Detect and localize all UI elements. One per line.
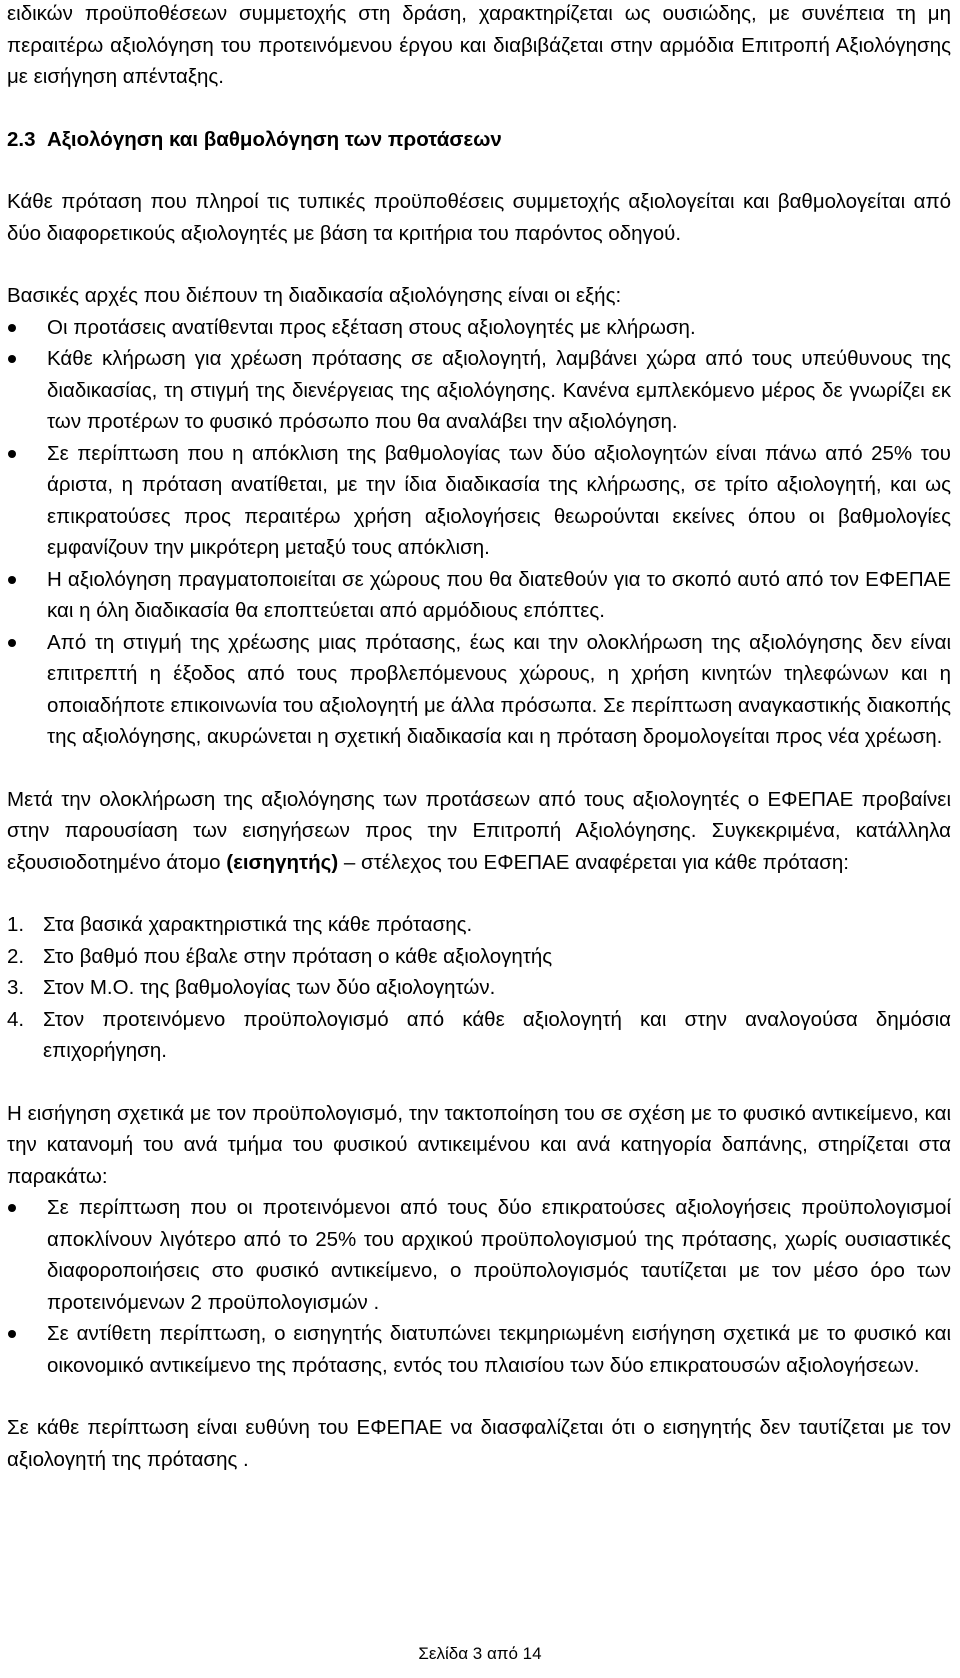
bullet-icon xyxy=(8,576,16,584)
report-item-number: 3. xyxy=(7,976,25,999)
report-item xyxy=(7,972,951,1004)
principle-item xyxy=(7,564,951,627)
post-evaluation-paragraph xyxy=(7,784,951,879)
rapporteur-bold: (εισηγητής) xyxy=(226,850,339,874)
intro-continuation-paragraph: ειδικών προϋποθέσεων συμμετοχής στη δράση, χαρακτηρίζεται ως ουσιώδης, με συνέπεια τη μη περαιτέρω αξιολόγηση του προτεινόμενου έργου και διαβιβάζεται στην αρμόδια Επιτροπή Αξιολόγησης με εισήγηση απένταξης. xyxy=(7,2,951,88)
principle-text: Από τη στιγμή της χρέωσης μιας πρότασης, έως και την ολοκλήρωση της αξιολόγησης δεν είναι επιτρεπτή η έξοδος από τους προβλεπόμενους χώρους, η χρήση κινητών τηλεφώνων και η οποιαδήποτε επικοινωνία του αξιολογητή με άλλα πρόσωπα. Σε περίπτωση αναγκαστικής διακοπής της αξιολόγησης, ακυρώνεται η σχετική διαδικασία και η πρόταση δρομολογείται προς νέα χρέωση. xyxy=(47,630,951,748)
principle-text: Σε περίπτωση που η απόκλιση της βαθμολογίας των δύο αξιολογητών είναι πάνω από 25% του άριστα, η πρόταση ανατίθεται, με την ίδια διαδικασία της κλήρωσης, σε τρίτο αξιολογητή, και ως επικρατούσες προς περαιτέρω χρήση αξιολογήσεις θεωρούνται εκείνες όπου οι βαθμολογίες εμφανίζουν την μικρότερη μεταξύ τους απόκλιση. xyxy=(47,441,951,559)
principle-text: Η αξιολόγηση πραγματοποιείται σε χώρους που θα διατεθούν για το σκοπό αυτό από τον ΕΦΕΠΑΕ και η όλη διαδικασία θα εποπτεύεται από αρμόδιους επόπτες. xyxy=(47,567,951,622)
report-item-text: Στον Μ.Ο. της βαθμολογίας των δύο αξιολογητών. xyxy=(43,976,496,999)
post-evaluation-text-after: – στέλεχος του ΕΦΕΠΑΕ αναφέρεται για κάθε πρόταση: xyxy=(338,850,849,874)
report-item xyxy=(7,941,951,973)
report-item xyxy=(7,909,951,941)
bullet-icon xyxy=(8,355,16,363)
principle-item xyxy=(7,438,951,564)
report-item-text: Στο βαθμό που έβαλε στην πρόταση ο κάθε αξιολογητής xyxy=(43,944,553,968)
principle-text: Οι προτάσεις ανατίθενται προς εξέταση στους αξιολογητές με κλήρωση. xyxy=(47,315,696,339)
bullet-icon xyxy=(8,639,16,647)
budget-item xyxy=(7,1192,951,1318)
section-number: 2.3 xyxy=(7,127,36,151)
section-title: Αξιολόγηση και βαθμολόγηση των προτάσεων xyxy=(47,127,502,151)
principles-list xyxy=(7,312,951,753)
post-evaluation-text-before: Μετά την ολοκλήρωση της αξιολόγησης των προτάσεων από τους αξιολογητές ο ΕΦΕΠΑΕ προβαίνει στην παρουσίαση των εισηγήσεων προς την Επιτροπή Αξιολόγησης. Συγκεκριμένα, κατάλληλα εξουσιοδοτημένο άτομο xyxy=(7,787,951,874)
bullet-icon xyxy=(8,450,16,458)
page-number-label: Σελίδα 3 από 14 xyxy=(418,1644,542,1663)
report-item xyxy=(7,1004,951,1067)
budget-item xyxy=(7,1318,951,1381)
bullet-icon xyxy=(8,1204,16,1212)
budget-item-text: Σε αντίθετη περίπτωση, ο εισηγητής διατυπώνει τεκμηριωμένη εισήγηση σχετικά με το φυσικό και οικονομικό αντικείμενο της πρότασης, εντός του πλαισίου των δύο επικρατουσών αξιολογήσεων. xyxy=(47,1322,951,1377)
report-item-text: Στον προτεινόμενο προϋπολογισμό από κάθε αξιολογητή και στην αναλογούσα δημόσια επιχορήγηση. xyxy=(43,1007,951,1062)
budget-items-list xyxy=(7,1192,951,1381)
evaluation-paragraph: Κάθε πρόταση που πληροί τις τυπικές προϋποθέσεις συμμετοχής αξιολογείται και βαθμολογείται από δύο διαφορετικούς αξιολογητές με βάση τα κριτήρια του παρόντος οδηγού. xyxy=(7,190,951,245)
report-items-list xyxy=(7,909,951,1067)
report-item-text: Στα βασικά χαρακτηριστικά της κάθε πρότασης. xyxy=(43,913,473,936)
principle-item xyxy=(7,343,951,438)
budget-item-text: Σε περίπτωση που οι προτεινόμενοι από τους δύο επικρατούσες αξιολογήσεις προϋπολογισμοί αποκλίνουν λιγότερο από το 25% του αρχικού προϋπολογισμού της πρότασης, χωρίς ουσιαστικές διαφοροποιήσεις στο φυσικό αντικείμενο, ο προϋπολογισμός ταυτίζεται με τον μέσο όρο των προτεινόμενων 2 προϋπολογισμών . xyxy=(47,1196,951,1314)
bullet-icon xyxy=(8,1330,16,1338)
report-item-number: 4. xyxy=(7,1007,25,1031)
document-page xyxy=(7,0,951,1475)
principles-intro: Βασικές αρχές που διέπουν τη διαδικασία αξιολόγησης είναι οι εξής: xyxy=(7,284,622,307)
bullet-icon xyxy=(8,324,16,332)
report-item-number: 2. xyxy=(7,944,25,968)
page-footer xyxy=(0,1643,960,1665)
section-heading xyxy=(7,124,951,156)
principle-text: Κάθε κλήρωση για χρέωση πρότασης σε αξιολογητή, λαμβάνει χώρα από τους υπεύθυνους της διαδικασίας, τη στιγμή της διενέργειας της αξιολόγησης. Κανένα εμπλεκόμενο μέρος δε γνωρίζει εκ των προτέρων το φυσικό πρόσωπο που θα αναλάβει την αξιολόγηση. xyxy=(47,347,951,433)
principle-item xyxy=(7,312,951,344)
final-paragraph: Σε κάθε περίπτωση είναι ευθύνη του ΕΦΕΠΑΕ να διασφαλίζεται ότι ο εισηγητής δεν ταυτίζεται με τον αξιολογητή της πρότασης . xyxy=(7,1416,951,1471)
report-item-number: 1. xyxy=(7,913,25,936)
principle-item xyxy=(7,627,951,753)
budget-paragraph: Η εισήγηση σχετικά με τον προϋπολογισμό, την τακτοποίηση του σε σχέση με το φυσικό αντικείμενο, και την κατανομή του ανά τμήμα του φυσικού αντικειμένου και ανά κατηγορία δαπάνης, στηρίζεται στα παρακάτω: xyxy=(7,1101,951,1188)
